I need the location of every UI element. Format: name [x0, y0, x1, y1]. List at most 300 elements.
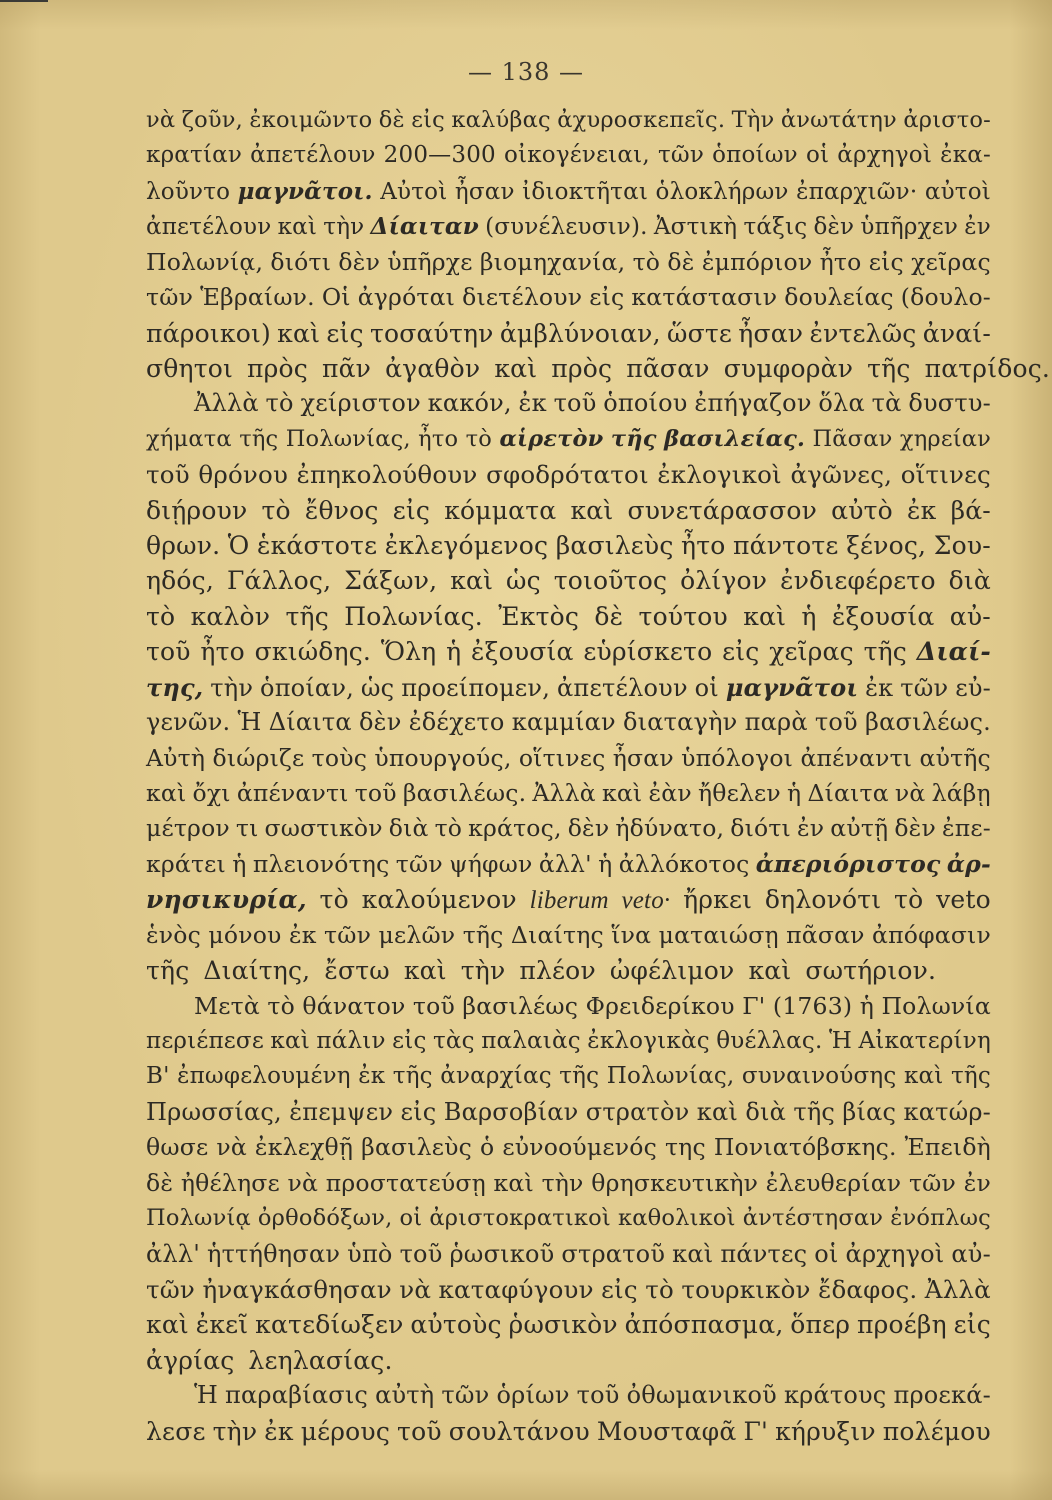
word: τὸ [146, 601, 176, 631]
word: ἐκ [358, 1063, 386, 1090]
word: τῆς [867, 353, 911, 383]
word: χηρείαν [899, 425, 991, 452]
word: βασιλεὺς [555, 531, 674, 561]
word: αὐτῆς [919, 743, 991, 772]
word: πατρίδος. [924, 353, 1051, 383]
word: τῆς [559, 1063, 600, 1090]
word: τῆς [863, 637, 907, 667]
word: Πολωνίας, [606, 1063, 735, 1090]
word: τὴν [460, 956, 506, 986]
word: βά- [950, 495, 991, 525]
word: παραβίασις [225, 1381, 369, 1410]
word: τῆς [392, 1063, 433, 1090]
word: Ἀλλὰ [924, 1274, 991, 1304]
word: ἑκάστοτε [256, 531, 378, 561]
word: ἡ [598, 849, 613, 878]
word: καὶ [146, 1310, 189, 1340]
word: τὰ [871, 389, 902, 418]
word: πρὸς [246, 353, 308, 383]
page-number: — 138 — [467, 58, 585, 86]
word: ὅπερ [790, 1310, 851, 1340]
word: σουλτάνου [448, 1416, 590, 1446]
word: ὑπῆρχε [387, 247, 473, 276]
word: ῥωσικὸν [508, 1310, 618, 1340]
word: (1763) [772, 991, 853, 1020]
word: αὐ- [951, 1239, 991, 1268]
word: Οἱ [321, 283, 351, 312]
word: ἀγρίας [146, 1345, 235, 1375]
word: δὲν [338, 247, 381, 276]
word: κήρυξιν [775, 1416, 876, 1446]
word: Τὴν [731, 107, 775, 133]
word: μέτρον [146, 814, 230, 843]
word: δηλονότι [764, 885, 882, 915]
word: ἀριστο- [903, 107, 991, 133]
word: 200—300 [383, 142, 496, 169]
word: τι [235, 814, 259, 843]
word: ἀπετέλουν [146, 214, 272, 241]
word: διετέλουν [462, 283, 583, 312]
word: ζοῦν, [181, 107, 243, 133]
word: ἀριστοκρατικοὶ [429, 1205, 611, 1232]
word: πλέον [519, 956, 596, 986]
word: Ἡ [828, 1027, 852, 1054]
word: ἀρχηγοὶ [837, 142, 933, 169]
word: ἐπήγαζον [694, 389, 812, 418]
word: ἔδαφος. [818, 1274, 918, 1304]
word: βασιλεὺς [361, 1133, 472, 1162]
word: καταφύγουν [438, 1274, 594, 1304]
word: Μουσταφᾶ [596, 1416, 737, 1446]
word: ὅλα [818, 389, 865, 418]
word: ἡ [232, 849, 247, 878]
word: τὴν [210, 673, 254, 702]
word: ἀναί- [922, 318, 991, 348]
word: Πονιατόβσκης. [713, 1133, 897, 1162]
emphasized-word: μαγνᾶτοι. [237, 177, 373, 205]
text-line [146, 1201, 991, 1236]
word: σωτήριον. [805, 956, 937, 986]
latin-word: liberum [529, 887, 609, 915]
word: ἠθέλησε [180, 1168, 280, 1197]
word: καλὸν [190, 601, 271, 631]
word: κράτους [783, 1381, 887, 1410]
word: ὁ [480, 1133, 495, 1162]
word: κόμματα [444, 495, 557, 525]
word: οἱ [814, 1239, 839, 1268]
word: δὲ [146, 1168, 174, 1197]
word: τῆς [793, 1097, 836, 1126]
word: ἔθνος [304, 495, 379, 525]
word: τουρκικὸν [681, 1274, 811, 1304]
word: ἀλλ' [538, 849, 592, 878]
word: τοιοῦτος [553, 566, 668, 596]
word: προεκά- [893, 1381, 991, 1410]
word: Γ' [742, 991, 766, 1020]
word: ἡττήθησαν [207, 1239, 341, 1268]
word: Πολωνία [881, 991, 991, 1020]
emphasized-word: αἱρετὸν [499, 425, 604, 452]
word: (συνέλευσιν). [485, 214, 648, 241]
text-line [146, 1059, 991, 1094]
word: στρατὸν [585, 1097, 690, 1126]
word: καμμίαν [511, 708, 616, 737]
word: τὸ [894, 885, 924, 915]
word: πᾶν [321, 353, 372, 383]
word: δὲ [378, 107, 405, 133]
word: καὶ [450, 566, 494, 596]
word: ἐπηκολούθουν [296, 460, 478, 490]
word: Ἡ [237, 708, 262, 737]
word: εἰς [868, 247, 904, 276]
word: ἀγαθὸν [385, 353, 481, 383]
word: τὴν [541, 1168, 584, 1197]
word: κράτος, [468, 814, 562, 843]
word: διὰ [388, 814, 429, 843]
word: Διαίτης, [203, 956, 311, 986]
word: προέβη [857, 1310, 947, 1340]
word: ἑνὸς [146, 920, 202, 949]
word: Πολωνίας. [344, 601, 483, 631]
word: κρατίαν [146, 142, 243, 169]
word: ἐξουσία [831, 601, 935, 631]
word: Γ' [743, 1416, 769, 1446]
word: Β' [146, 1063, 170, 1090]
word: καὶ [601, 779, 643, 808]
text-line [146, 493, 991, 528]
word: δὲν [894, 814, 936, 843]
word: ἀναρχίας [440, 1063, 552, 1090]
text-line [146, 882, 991, 917]
word: ἦσαν [612, 743, 674, 772]
word: ὀρθοδόξων, [257, 1205, 393, 1232]
word: νὰ [146, 107, 176, 133]
word: οἱ [805, 142, 830, 169]
word: Βαρσοβίαν [443, 1097, 579, 1126]
word: κράτει [146, 849, 226, 878]
word: ἡ [801, 601, 817, 631]
word: γενῶν. [146, 708, 231, 737]
word: ἤθελεν [697, 779, 781, 808]
word: Ἑβραίων. [200, 283, 315, 312]
word: αὐτῇ [830, 814, 889, 843]
word: Μετὰ [194, 991, 260, 1020]
word: Ἀλλὰ [194, 389, 259, 418]
emphasized-word: τῆς [610, 425, 657, 452]
word: καὶ [672, 1239, 714, 1268]
word: τοῦ [146, 637, 191, 667]
word: διῄρουν [146, 495, 248, 525]
text-line [146, 776, 991, 811]
emphasized-word: μαγνᾶτοι [725, 672, 859, 702]
word: ηδός, [146, 566, 215, 596]
word: τοῦ [553, 389, 597, 418]
word: καθολικοὶ [617, 1205, 736, 1232]
word: πάντες [720, 1239, 808, 1268]
text-line [146, 1095, 991, 1130]
word: ἐμπόριον [701, 247, 813, 276]
word: ἠναγκάσθησαν [202, 1274, 392, 1304]
word: Ἐκτὸς [498, 601, 580, 631]
word: ἀλλ' [146, 1239, 201, 1268]
word: καλούμενον [361, 885, 517, 915]
word: διώριζε [212, 743, 305, 772]
word: εὐνοούμενός [502, 1133, 657, 1162]
word: βασιλέως. [865, 708, 991, 737]
word: ἀπετέλουν [556, 673, 688, 702]
word: ἀχυροσκεπεῖς. [557, 107, 726, 133]
word: κακόν, [427, 389, 512, 418]
word: πᾶσαν [786, 920, 865, 949]
word: ἡ [859, 991, 874, 1020]
word: κατάστασιν [631, 283, 778, 312]
word: τάξις [743, 214, 808, 241]
text-line [146, 599, 991, 634]
text-line [146, 209, 991, 244]
word: νὰ [216, 1133, 247, 1162]
word: Δίαιτα [268, 708, 352, 737]
word: βασιλέως [462, 991, 579, 1020]
word: ἦτο [418, 425, 459, 452]
word: θρησκευτικὴν [591, 1168, 759, 1197]
text-line [146, 316, 991, 351]
word: καὶ [743, 601, 787, 631]
word: ὁλοκλήρων [655, 178, 789, 205]
word: ψήφων [449, 849, 533, 878]
word: ὑπόλογοι [681, 743, 794, 772]
word: ἀρχηγοὶ [845, 1239, 945, 1268]
word: διότι [730, 814, 791, 843]
word: τοῦ [354, 779, 397, 808]
word: τούτου [638, 601, 728, 631]
word: ἐκ [907, 495, 937, 525]
word: ὀλίγον [680, 566, 768, 596]
word: θρων. [146, 531, 221, 561]
word: τὴν [212, 1416, 258, 1446]
text-line [146, 351, 1051, 386]
word: τὰς [433, 1027, 475, 1054]
word: σωστικὸν [264, 814, 383, 843]
word: προείπομεν, [401, 673, 551, 702]
word: ἀντέστησαν [742, 1205, 884, 1232]
word: Πολωνίας, [285, 425, 411, 452]
text-line [146, 457, 991, 492]
word: Αὐτοὶ [380, 178, 448, 205]
word: ἀγῶνες, [790, 460, 893, 490]
word: τῆς [239, 425, 279, 452]
word: τοῦ [146, 460, 190, 490]
word: Αἰκατερίνη [858, 1027, 991, 1054]
word: τοῦ [397, 1416, 442, 1446]
word: Πᾶσαν [812, 425, 893, 452]
word: ἐκλογικοὶ [657, 460, 782, 490]
word: καλύβας [451, 107, 551, 133]
word: veto [936, 885, 991, 915]
emphasized-word: νησικυρία, [146, 885, 307, 915]
text-line [146, 1166, 991, 1201]
word: καὶ [696, 1097, 739, 1126]
text-line [146, 280, 991, 315]
word: ἀπέναντι [236, 779, 349, 808]
word: δὲ [667, 247, 695, 276]
word: ἐπεμψεν [289, 1097, 394, 1126]
text-line [146, 1307, 991, 1342]
text-line [146, 847, 991, 882]
word: ἐκ [518, 389, 547, 418]
word: ἐπε- [941, 814, 991, 843]
latin-word: veto· [621, 887, 671, 915]
word: ὁρίων [496, 1381, 570, 1410]
word: τῶν [908, 1168, 957, 1197]
word: ἐλευθερίαν [765, 1168, 902, 1197]
word: πάροικοι) [146, 318, 271, 348]
word: ἀπέναντι [800, 743, 913, 772]
word: συναινούσης [741, 1063, 897, 1090]
word: Ὁ [227, 531, 250, 561]
word: διότι [270, 247, 332, 276]
text-line [146, 741, 991, 776]
word: καὶ [903, 1063, 944, 1090]
word: τῶν [441, 1381, 490, 1410]
word: ῥωσικοῦ [449, 1239, 555, 1268]
text-line [146, 705, 991, 740]
word: Σου- [933, 531, 991, 561]
word: ἐκα- [940, 142, 991, 169]
word: χεῖρας [769, 637, 854, 667]
word: βιομηχανία, [479, 247, 626, 276]
word: Αὐτὴ [146, 743, 206, 772]
word: τοῦ [412, 991, 455, 1020]
word: ἀπετέλουν [250, 142, 376, 169]
word: καὶ [270, 1027, 310, 1054]
word: μελῶν [378, 920, 456, 949]
word: εἰς [400, 1097, 437, 1126]
word: ὄχι [192, 779, 231, 808]
emphasized-word: ἀπεριόριστος [755, 849, 941, 878]
word: τῆς [950, 1063, 991, 1090]
word: ὁποίαν, [260, 673, 354, 702]
word: διὰ [948, 566, 991, 596]
word: τὸ [261, 495, 291, 525]
text-line [146, 245, 991, 280]
word: Ὅλη [380, 637, 437, 667]
word: μέρους [300, 1416, 391, 1446]
word: εὑρίσκετο [583, 637, 713, 667]
word: χεῖρας [911, 247, 991, 276]
word: ἦσαν [738, 318, 804, 348]
word: καὶ [748, 956, 792, 986]
word: σφοδρότατοι [486, 460, 649, 490]
word: τῶν [900, 673, 949, 702]
word: τὸ [267, 991, 295, 1020]
text-line [146, 1414, 991, 1449]
word: οἱ [694, 673, 719, 702]
word: καὶ [493, 1168, 534, 1197]
word: αὐτοὶ [924, 178, 991, 205]
word: τοῦ [814, 708, 858, 737]
word: καὶ [277, 318, 321, 348]
word: χήματα [146, 425, 232, 452]
word: καὶ [403, 956, 447, 986]
word: εἰς [722, 637, 760, 667]
word: στρατοῦ [561, 1239, 666, 1268]
word: ἐνόπλως [890, 1205, 991, 1232]
word: παρὰ [744, 708, 808, 737]
body-text [146, 103, 1051, 1449]
word: ἦτο [200, 637, 245, 667]
word: ἦσαν [454, 178, 515, 205]
word: ἤρκει [683, 885, 753, 915]
word: οἰκογένειαι, [503, 142, 650, 169]
word: εἰς [392, 1027, 427, 1054]
word: ἐνδιεφέρετο [780, 566, 936, 596]
word: ἀγρόται [357, 283, 456, 312]
text-line [146, 138, 991, 173]
word: ὠφέλιμον [609, 956, 735, 986]
text-line [146, 386, 991, 421]
text-line [146, 811, 991, 846]
word: διαταγὴν [622, 708, 738, 737]
word: ἐν [963, 1168, 991, 1197]
text-line [146, 563, 991, 598]
emphasized-word: βασιλείας. [664, 425, 806, 452]
word: βασιλέως. [402, 779, 527, 808]
word: συνετάρασσον [627, 495, 818, 525]
word: ἐὰν [648, 779, 692, 808]
word: ἐκ [865, 673, 894, 702]
word: ἦτο [819, 247, 862, 276]
text-line [146, 953, 991, 988]
word: ἀλλόκοτος [618, 849, 750, 878]
word: (δουλο- [900, 283, 991, 312]
word: ἐν [796, 814, 825, 843]
word: Δίαιτα [807, 779, 889, 808]
word: θωσε [146, 1133, 209, 1162]
emphasized-word: Διαί- [916, 637, 991, 667]
word: οἵτινες [518, 743, 606, 772]
text-line [146, 103, 991, 138]
word: καὶ [277, 214, 318, 241]
word: πάλιν [316, 1027, 386, 1054]
text-line [146, 174, 991, 209]
word: ἀμβλύνοιαν, [499, 318, 661, 348]
word: οἱ [399, 1205, 423, 1232]
word: ἐκ [288, 920, 317, 949]
word: ὀθωμανικοῦ [626, 1381, 777, 1410]
word: τὴν [323, 214, 365, 241]
word: Ἀστικὴ [653, 214, 738, 241]
word: Πρωσσίας, [146, 1097, 282, 1126]
text-line [146, 634, 991, 669]
word: κατεδίωξεν [255, 1310, 404, 1340]
word: ἀπόσπασμα, [624, 1310, 784, 1340]
word: νὰ [399, 1274, 432, 1304]
word: σθητοι [146, 353, 233, 383]
word: τὸ [434, 814, 463, 843]
word: λοῦντο [146, 178, 231, 205]
word: Πολωνίᾳ [146, 1205, 251, 1232]
word: τῆς [462, 920, 504, 949]
word: τὸ [632, 247, 661, 276]
word: Διαίτης [510, 920, 604, 949]
word: δὲν [567, 814, 610, 843]
word: ἵνα [611, 920, 652, 949]
word: ἰδιοκτῆται [522, 178, 649, 205]
word: εὐ- [955, 673, 991, 702]
word: Γάλλος, [226, 566, 332, 596]
word: ἐκλογικὰς [587, 1027, 710, 1054]
word: ὑπῆρχεν [860, 214, 959, 241]
